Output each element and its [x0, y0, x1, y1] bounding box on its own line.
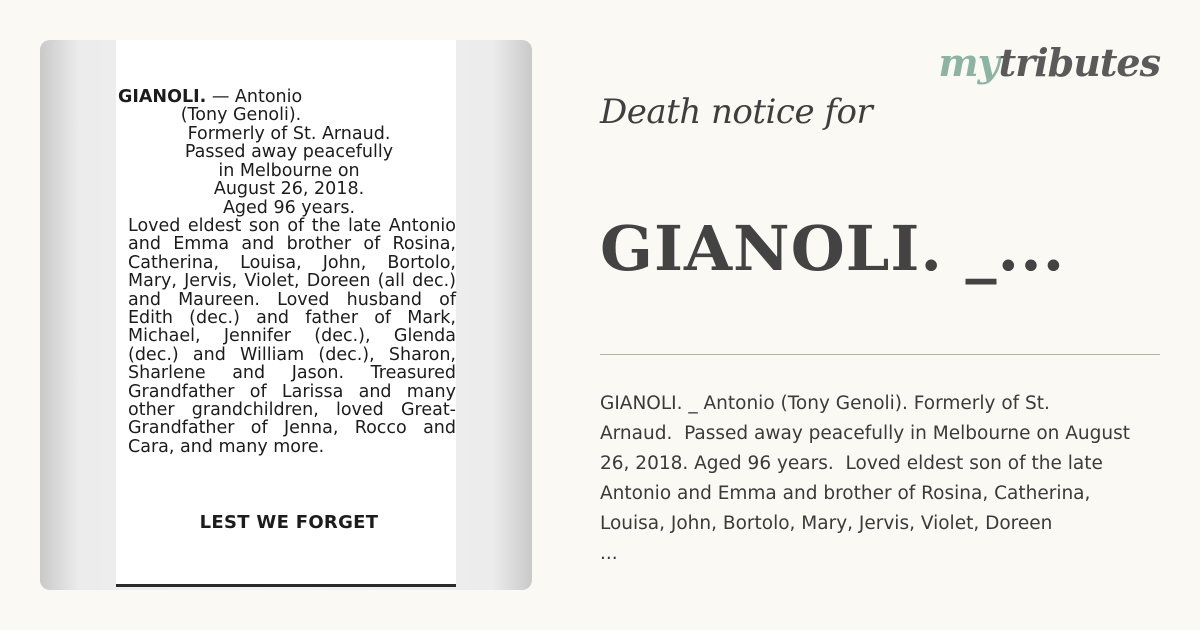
deceased-name: GIANOLI. _... — [600, 212, 1066, 285]
notice-header — [118, 88, 302, 106]
notice-line: in Melbourne on — [218, 160, 360, 181]
notice-surname: GIANOLI. — [118, 87, 207, 107]
notice-line: Aged 96 years. — [222, 197, 356, 218]
notice-excerpt — [600, 389, 1180, 569]
notice-centered-block — [116, 125, 462, 217]
notice-line: Passed away peacefully — [184, 142, 394, 163]
notice-line: Formerly of St. Arnaud. — [187, 124, 391, 144]
excerpt-line: Louisa, John, Bortolo, Mary, Jervis, Violet, Doreen — [600, 513, 1053, 534]
notice-first-name: — Antonio — [211, 87, 303, 107]
notice-closing: LEST WE FORGET — [199, 512, 379, 533]
logo-my: my — [938, 40, 999, 85]
divider — [600, 354, 1160, 355]
excerpt-line: Antonio and Emma and brother of Rosina, Catherina, — [600, 483, 1091, 504]
excerpt-line: GIANOLI. _ Antonio (Tony Genoli). Formerly of St. — [600, 393, 1050, 414]
notice-line: August 26, 2018. — [213, 179, 365, 200]
excerpt-line: 26, 2018. Aged 96 years. Loved eldest son of the late — [600, 453, 1103, 474]
page-heading: Death notice for — [600, 92, 873, 132]
mytributes-logo[interactable] — [938, 40, 1160, 85]
excerpt-line: Arnaud. Passed away peacefully in Melbourne on August — [600, 423, 1130, 444]
newspaper-clipping — [116, 40, 456, 587]
logo-tributes: tributes — [998, 40, 1160, 85]
excerpt-ellipsis: ... — [600, 543, 618, 564]
notice-body: Loved eldest son of the late Antonio and Emma and brother of Rosina, Catherina, Louisa, John, Bortolo, Mary, Jervis, Violet, Doreen (all dec.) and Maureen. Loved husband of Edith (dec.) and father of Mark, Michael, Jennifer (dec.), Glenda (dec.) and William (dec.), Sharon, Sharlene and Jason. Treasured Grandfather of Larissa and many other grandchildren, loved Great-Grandfather of Jenna, Rocco and Cara, and many more. — [128, 216, 456, 457]
notice-line: (Tony Genoli). — [180, 105, 302, 125]
death-notice-image — [40, 40, 532, 590]
